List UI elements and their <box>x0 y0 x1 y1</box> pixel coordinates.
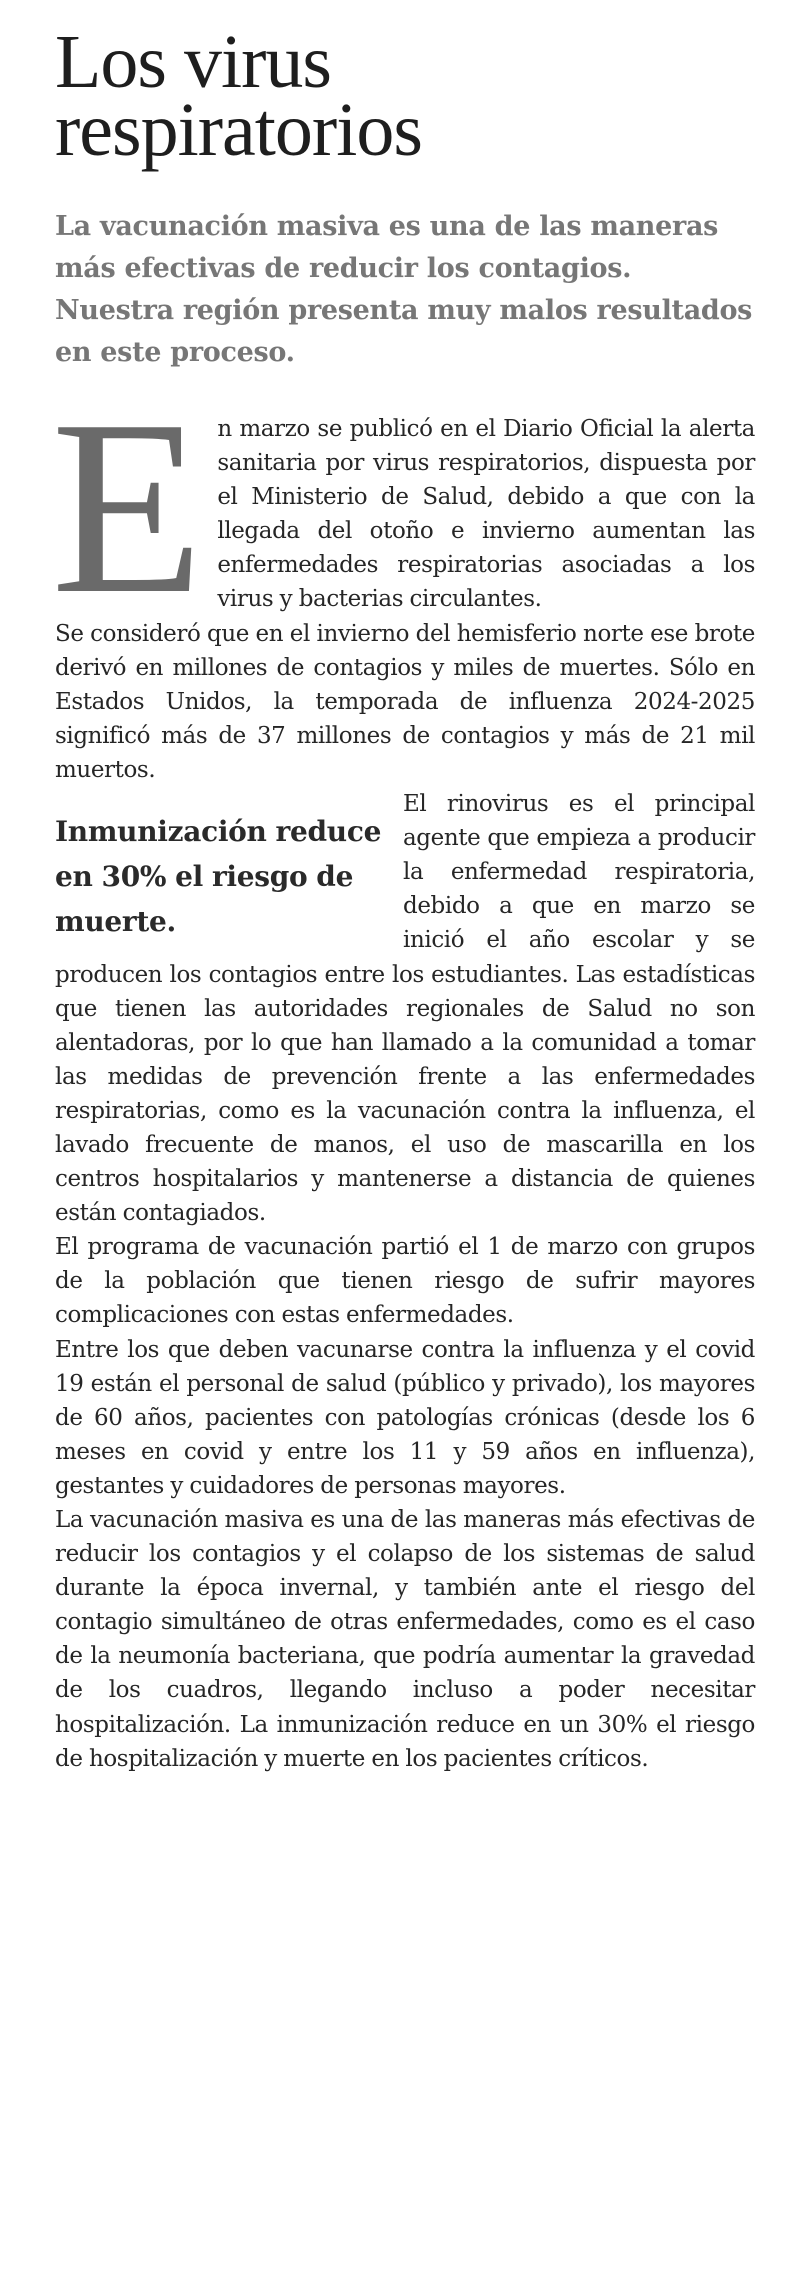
paragraph-3: El rinovirus es el principal agente que empieza a producir la enfermedad respiratoria, debido a que en marzo se inició el año escolar y se producen los contagios entre los estudiantes. Las estadísticas que tienen las autoridades regionales de Salud no son alentadoras, por lo que han llamado a la comunidad a tomar las medidas de prevención frente a las enfermedades respiratorias, como es la vacunación contra la influenza, el lavado frecuente de manos, el uso de mascarilla en los centros hospitalarios y mantenerse a distancia de quienes están contagiados. <box>55 791 755 1227</box>
article-deck: La vacunación masiva es una de las maneras más efectivas de reducir los contagios. Nuestra región presenta muy malos resultados en este proceso. <box>55 211 753 368</box>
paragraph-2: Se consideró que en el invierno del hemisferio norte ese brote derivó en millones de contagios y miles de muertes. Sólo en Estados Unidos, la temporada de influenza 2024-2025 significó más de 37 millones de contagios y más de 21 mil muertos. <box>55 620 755 783</box>
title-line-2: respiratorios <box>55 88 422 172</box>
paragraph-1: n marzo se publicó en el Diario Oficial la alerta sanitaria por virus respiratorios, dispuesta por el Ministerio de Salud, debido a que con la llegada del otoño e invierno aumentan las enfermedades respiratorias asociadas a los virus y bacterias circulantes. <box>217 416 755 613</box>
title-line-1: Los virus <box>55 20 331 104</box>
drop-cap: E <box>51 369 204 646</box>
pull-quote: Inmunización reduce en 30% el riesgo de muerte. <box>55 815 382 939</box>
article-body <box>51 369 755 1776</box>
paragraph-6: La vacunación masiva es una de las maneras más efectivas de reducir los contagios y el colapso de los sistemas de salud durante la época invernal, y también ante el riesgo del contagio simultáneo de otras enfermedades, como es el caso de la neumonía bacteriana, que podría aumentar la gravedad de los cuadros, llegando incluso a poder necesitar hospitalización. La inmunización reduce en un 30% el riesgo de hospitalización y muerte en los pacientes críticos. <box>55 1507 755 1772</box>
paragraph-4: El programa de vacunación partió el 1 de marzo con grupos de la población que tienen riesgo de sufrir mayores complicaciones con estas enfermedades. <box>55 1234 755 1329</box>
paragraph-5: Entre los que deben vacunarse contra la influenza y el covid 19 están el personal de salud (público y privado), los mayores de 60 años, pacientes con patologías crónicas (desde los 6 meses en covid y entre los 11 y 59 años en influenza), gestantes y cuidadores de personas mayores. <box>55 1336 755 1499</box>
article <box>51 0 755 1776</box>
article-title <box>55 20 755 172</box>
